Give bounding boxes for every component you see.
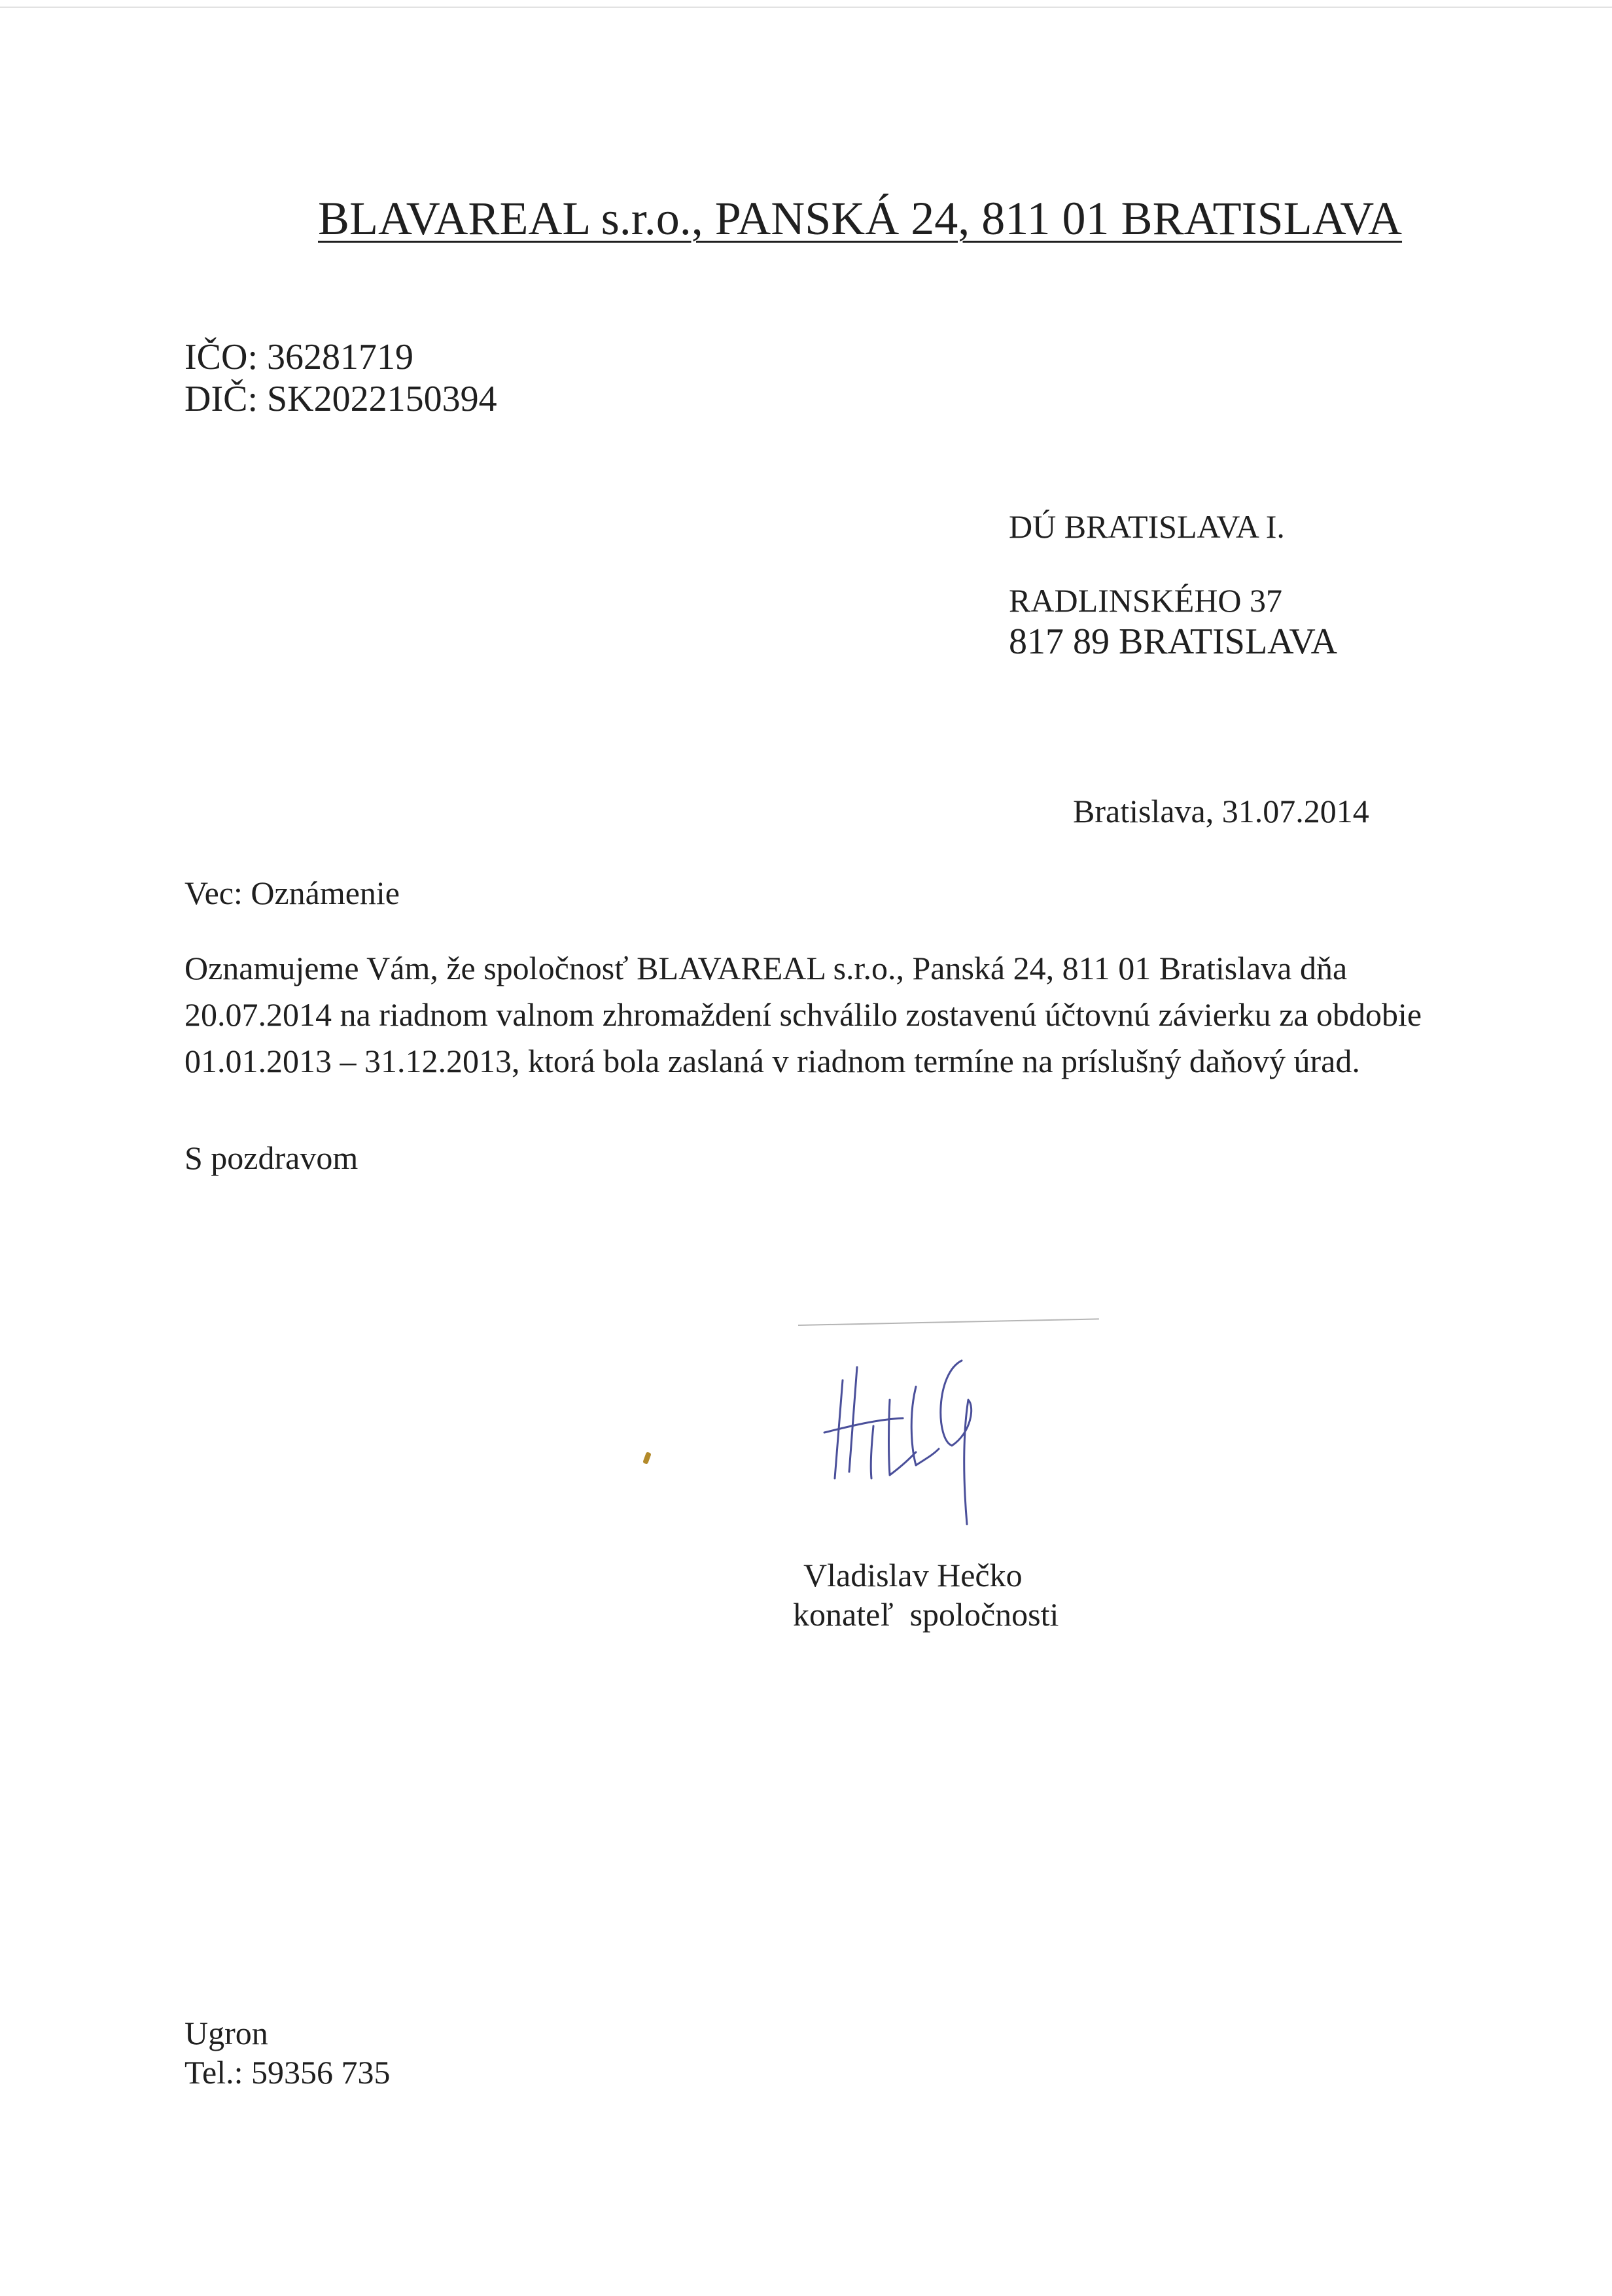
- dic-line: DIČ: SK2022150394: [184, 379, 497, 419]
- subject-line: Vec: Oznámenie: [184, 875, 400, 911]
- signatory-name: Vladislav Hečko: [803, 1557, 1023, 1593]
- signature-rule: [798, 1318, 1099, 1326]
- contact-person: Ugron: [184, 2015, 268, 2051]
- handwritten-signature: [811, 1334, 1047, 1531]
- signatory-title: konateľ spoločnosti: [793, 1596, 1059, 1633]
- body-line: 20.07.2014 na riadnom valnom zhromaždení schválilo zostavenú účtovnú závierku za obdobie: [184, 996, 1422, 1033]
- letterhead: BLAVAREAL s.r.o., PANSKÁ 24, 811 01 BRATISLAVA: [318, 192, 1403, 245]
- place-date: Bratislava, 31.07.2014: [1073, 793, 1369, 829]
- body-line: Oznamujeme Vám, že spoločnosť BLAVAREAL s.r.o., Panská 24, 811 01 Bratislava dňa: [184, 950, 1348, 986]
- body-paragraph: [184, 945, 1460, 1085]
- scan-artifact: [642, 1452, 652, 1465]
- contact-phone: Tel.: 59356 735: [184, 2054, 391, 2091]
- closing: S pozdravom: [184, 1139, 359, 1176]
- scan-edge-line: [0, 7, 1612, 8]
- recipient-street: RADLINSKÉHO 37: [1009, 582, 1283, 619]
- recipient-city: 817 89 BRATISLAVA: [1009, 621, 1338, 662]
- body-line: 01.01.2013 – 31.12.2013, ktorá bola zaslaná v riadnom termíne na príslušný daňový úrad.: [184, 1043, 1360, 1079]
- recipient-name: DÚ BRATISLAVA I.: [1009, 508, 1285, 545]
- ico-line: IČO: 36281719: [184, 337, 413, 377]
